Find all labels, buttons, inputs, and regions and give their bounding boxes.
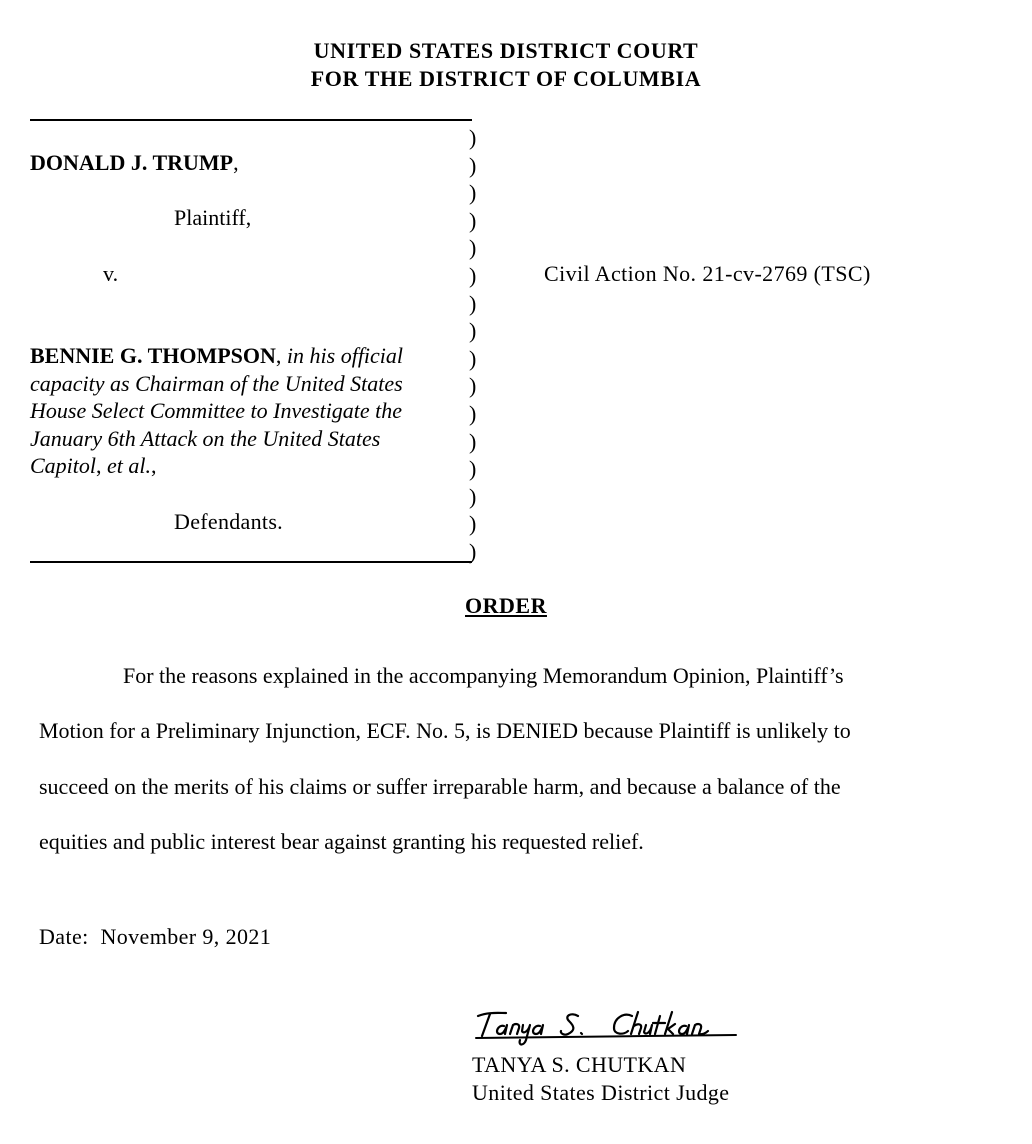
- court-name-line-2: FOR THE DISTRICT OF COLUMBIA: [310, 66, 702, 91]
- plaintiff-comma: ,: [233, 150, 239, 175]
- defendant-desc-5a: Capitol: [30, 453, 97, 478]
- defendant-name: BENNIE G. THOMPSON: [30, 343, 276, 368]
- defendant-desc-3: House Select Committee to Investigate the: [30, 398, 403, 423]
- plaintiff-role: Plaintiff,: [174, 205, 252, 230]
- paren: ): [469, 318, 477, 344]
- plaintiff-line: [30, 149, 239, 177]
- paren: ): [469, 373, 477, 399]
- defendant-role: Defendants.: [174, 509, 283, 534]
- defendant-desc-5c: et al.: [107, 453, 152, 478]
- paren: ): [469, 235, 477, 261]
- paren: ): [469, 207, 477, 233]
- defendant-block: [30, 342, 460, 480]
- paren: ): [469, 538, 477, 564]
- judge-name: TANYA S. CHUTKAN: [472, 1052, 687, 1077]
- paren: ): [469, 180, 477, 206]
- order-date: Date: November 9, 2021: [39, 924, 272, 949]
- paren: ): [469, 428, 477, 454]
- paren: ): [469, 483, 477, 509]
- case-number: Civil Action No. 21-cv-2769 (TSC): [544, 261, 871, 286]
- caption-parens-column: [469, 124, 489, 566]
- paren: ): [469, 290, 477, 316]
- order-title: ORDER: [465, 593, 547, 618]
- defendant-desc-4: January 6th Attack on the United States: [30, 425, 381, 451]
- versus-label: v.: [103, 261, 119, 286]
- order-body-line: Motion for a Preliminary Injunction, ECF. No. 5, is DENIED because Plaintiff is unlikely to: [39, 718, 851, 744]
- court-name-line-1: UNITED STATES DISTRICT COURT: [313, 38, 699, 63]
- judge-title: United States District Judge: [472, 1080, 730, 1105]
- plaintiff-name: DONALD J. TRUMP: [30, 150, 234, 175]
- paren: ): [469, 345, 477, 371]
- paren: ): [469, 511, 477, 537]
- paren: ): [469, 152, 477, 178]
- defendant-desc-5d: ,: [151, 453, 157, 478]
- paren: ): [469, 456, 477, 482]
- defendant-desc-5b: ,: [96, 453, 108, 478]
- caption-bottom-rule: [30, 561, 472, 563]
- paren: ): [469, 400, 477, 426]
- order-body-line: succeed on the merits of his claims or suffer irreparable harm, and because a balance of the: [39, 773, 841, 799]
- order-body-line: For the reasons explained in the accompanying Memorandum Opinion, Plaintiff’s: [123, 663, 844, 688]
- handwritten-signature: [474, 1004, 739, 1054]
- paren: ): [469, 262, 477, 288]
- defendant-desc-2: capacity as Chairman of the United States: [30, 370, 403, 396]
- order-body-line: equities and public interest bear against granting his requested relief.: [39, 828, 644, 854]
- paren: ): [469, 125, 477, 150]
- caption-top-rule: [30, 119, 472, 121]
- defendant-desc-1: in his official: [281, 343, 404, 368]
- defendant-comma: ,: [275, 343, 282, 368]
- order-body: [39, 648, 939, 869]
